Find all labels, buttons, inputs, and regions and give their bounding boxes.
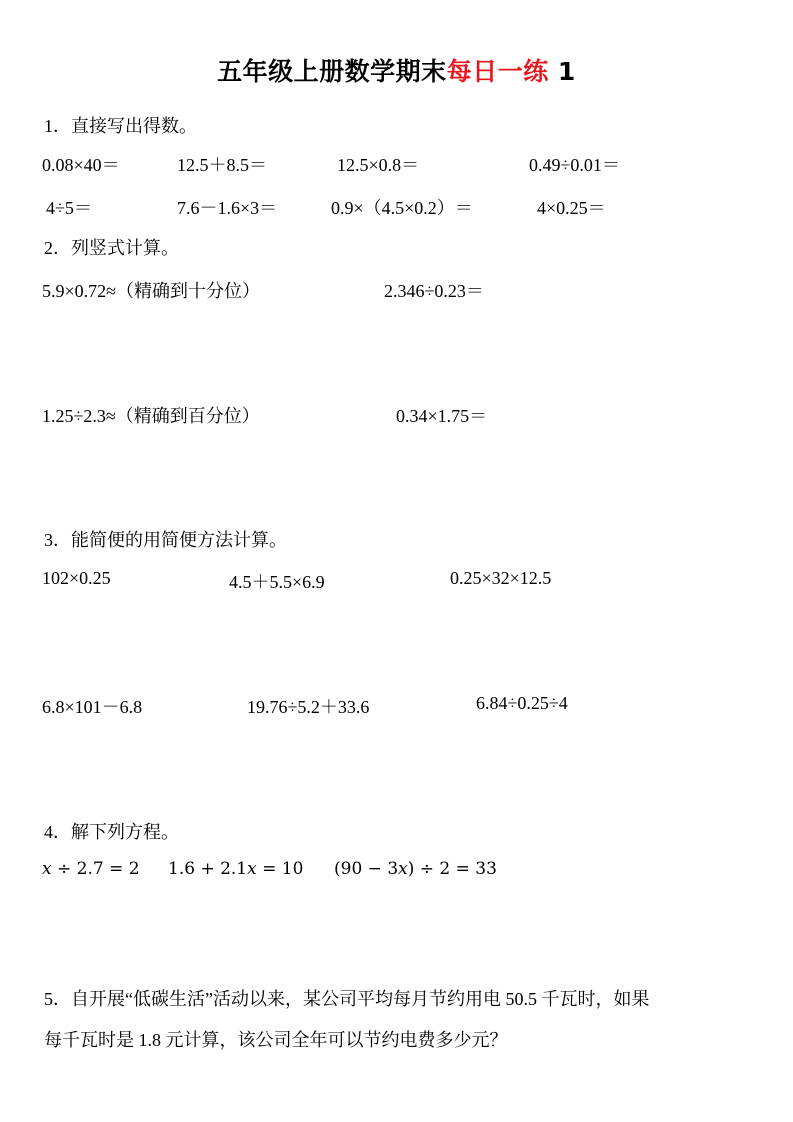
q2-item: 1.25÷2.3≈（精确到百分位）	[42, 406, 260, 426]
q1-r1-item: 12.5＋8.5＝	[177, 155, 267, 175]
q1-r2-item: 7.6－1.6×3＝	[177, 198, 278, 218]
q2-item: 0.34×1.75＝	[396, 406, 488, 426]
equation-3: (90 − 3x) ÷ 2 = 33	[334, 859, 497, 879]
title-main: 五年级上册数学期末	[217, 57, 447, 86]
q1-r1-item: 0.08×40＝	[42, 155, 120, 175]
q3-r1-item: 0.25×32×12.5	[450, 568, 552, 588]
q1-r1-item: 12.5×0.8＝	[337, 155, 420, 175]
q3-r1-item: 102×0.25	[42, 568, 111, 588]
title-highlight: 每日一练	[446, 57, 549, 86]
q1-r2-item: 4÷5＝	[46, 198, 92, 218]
q3-r2-item: 6.8×101－6.8	[42, 697, 143, 717]
equation-1: x ÷ 2.7 = 2	[42, 859, 140, 879]
q2-heading: 2．列竖式计算。	[44, 238, 179, 258]
q2-item: 5.9×0.72≈（精确到十分位）	[42, 281, 261, 301]
q5-line-2: 每千瓦时是 1.8 元计算，该公司全年可以节约电费多少元？	[44, 1030, 508, 1050]
q3-heading: 3．能简便的用简便方法计算。	[44, 530, 287, 550]
q4-heading: 4．解下列方程。	[44, 822, 179, 842]
q3-r2-item: 19.76÷5.2＋33.6	[247, 697, 370, 717]
q1-r2-item: 4×0.25＝	[537, 198, 606, 218]
q5-line-1: 5．自开展“低碳生活”活动以来，某公司平均每月节约用电 50.5 千瓦时，如果	[44, 989, 650, 1009]
equation-2: 1.6 + 2.1x = 10	[168, 859, 304, 879]
q1-r2-item: 0.9×（4.5×0.2）＝	[331, 198, 473, 218]
title-number: 1	[557, 57, 576, 86]
q3-r1-item: 4.5＋5.5×6.9	[229, 572, 325, 592]
q1-heading: 1．直接写出得数。	[44, 116, 197, 136]
q3-r2-item: 6.84÷0.25÷4	[476, 693, 568, 713]
q2-item: 2.346÷0.23＝	[384, 281, 484, 301]
q1-r1-item: 0.49÷0.01＝	[529, 155, 620, 175]
page-title	[0, 52, 793, 88]
